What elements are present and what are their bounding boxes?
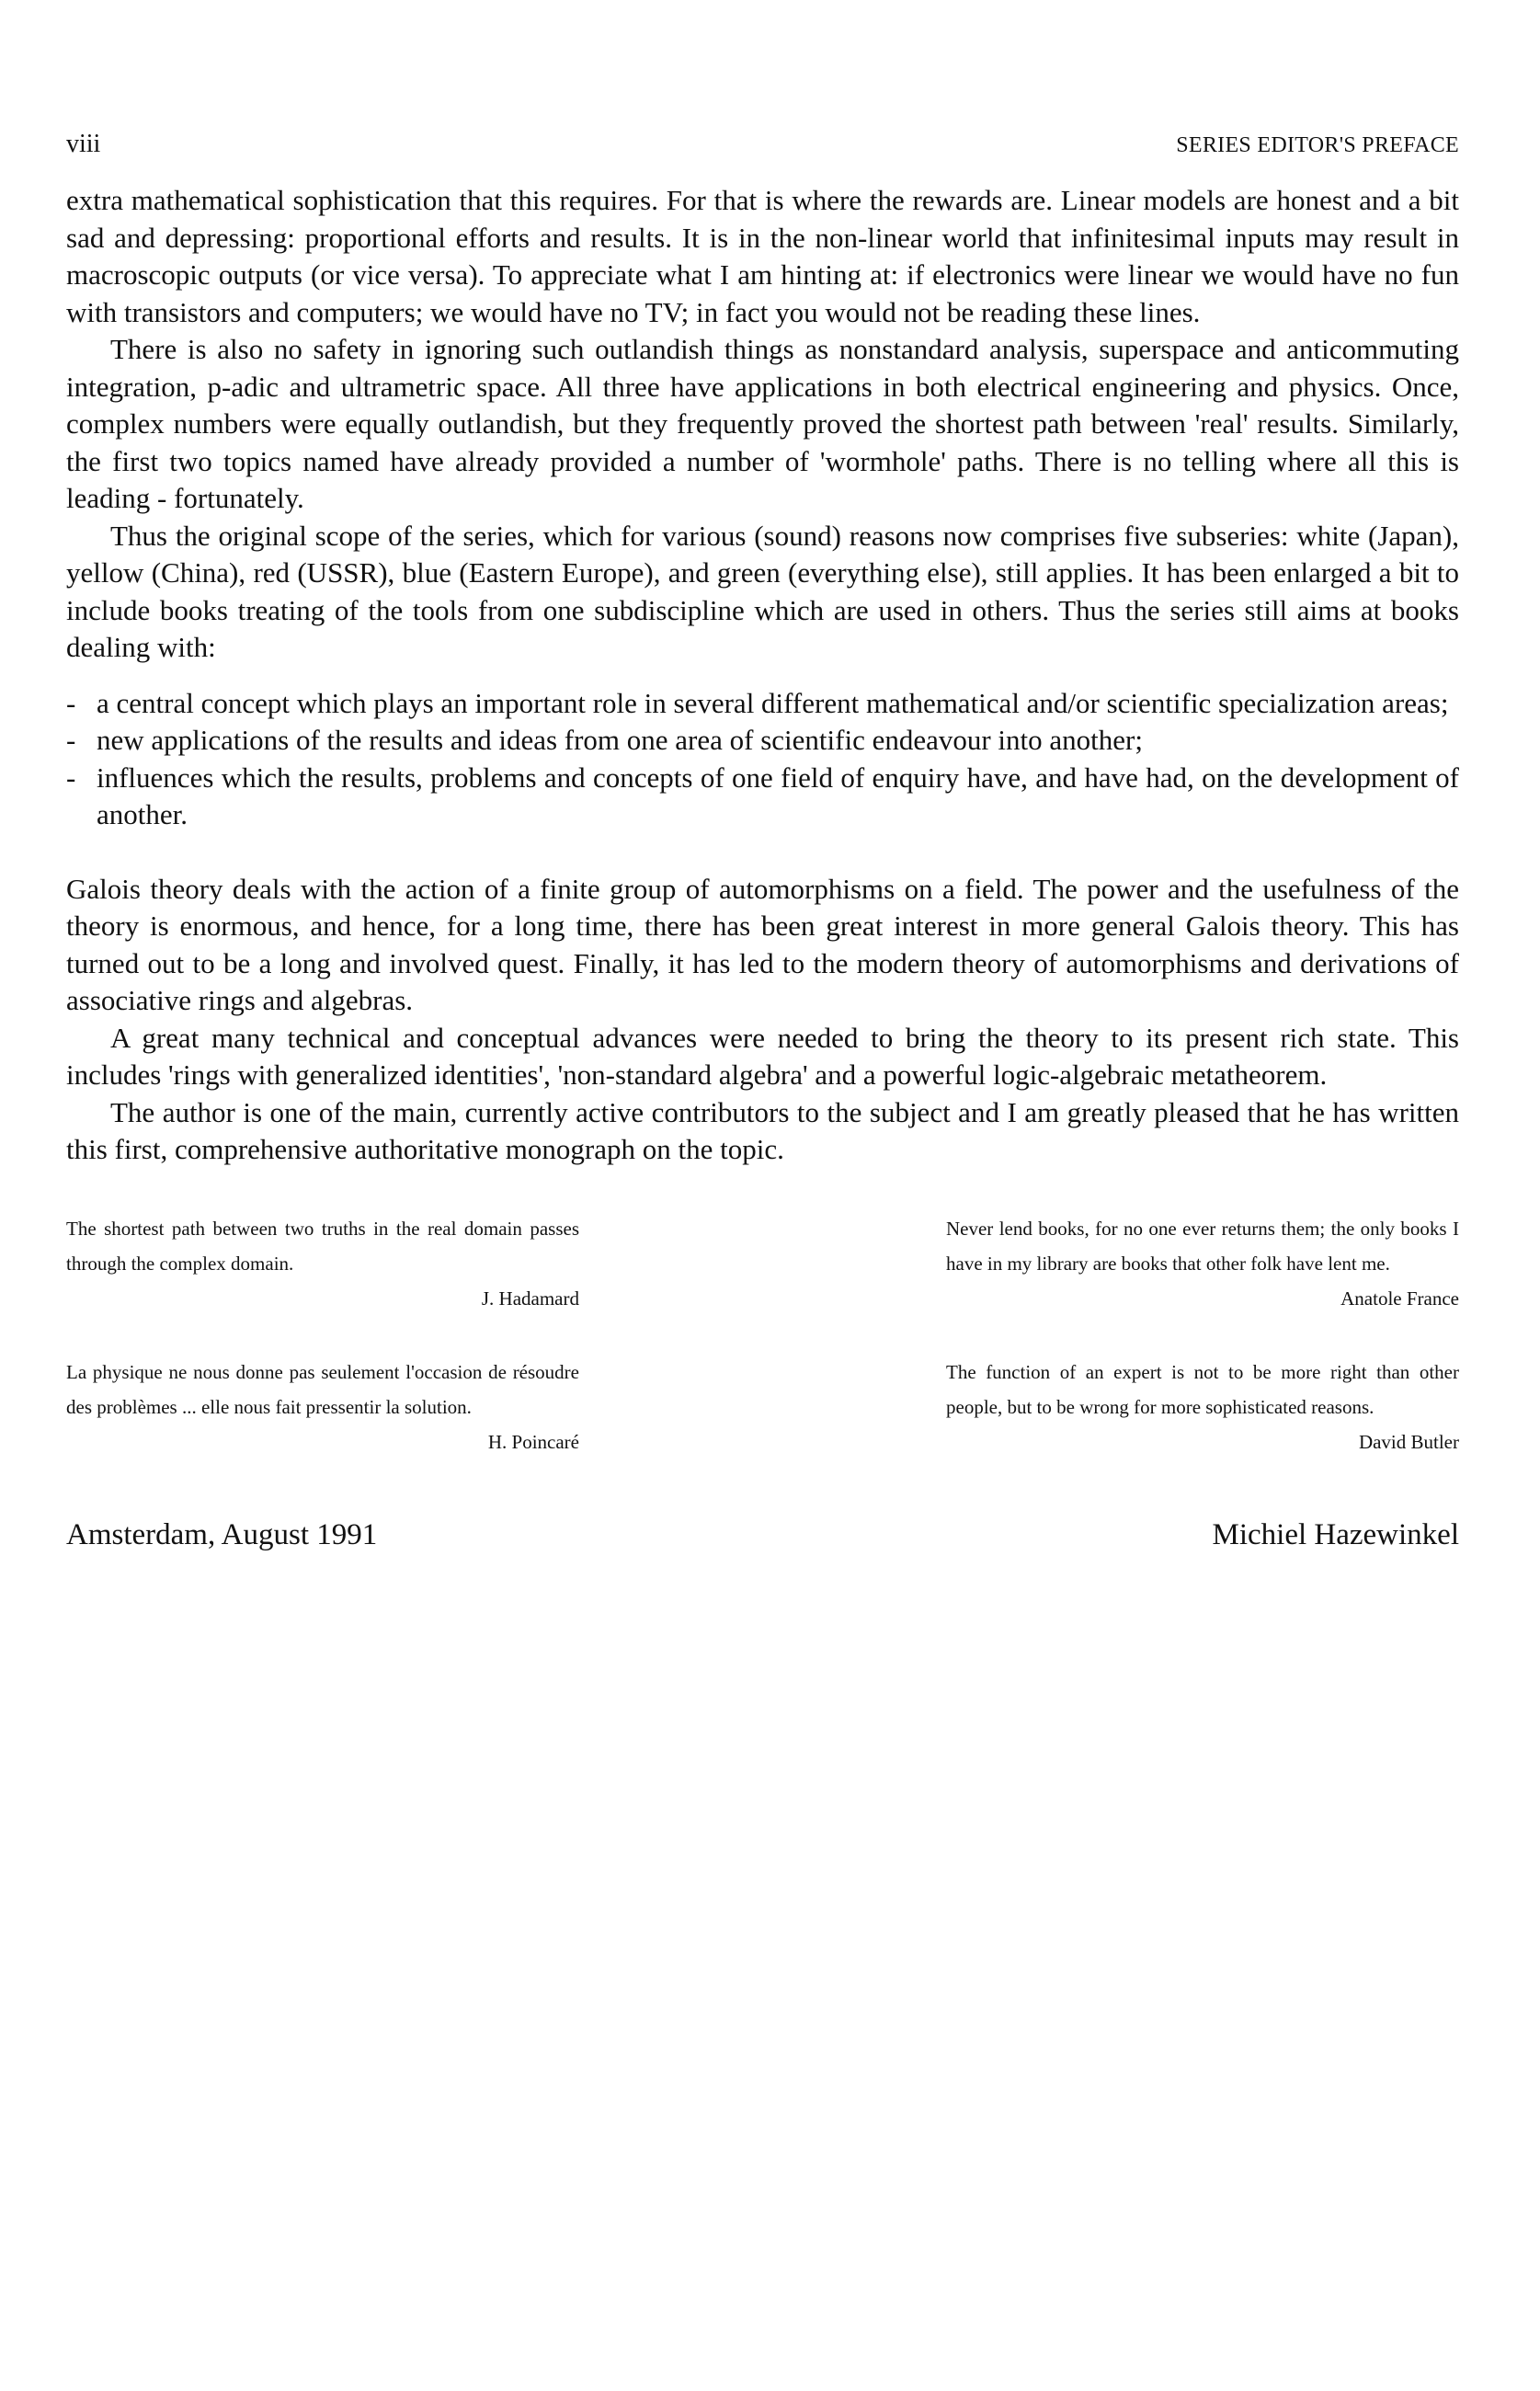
epigraph-quotes [66, 1211, 1459, 1459]
running-head [66, 129, 1459, 160]
list-item-text: influences which the results, problems and concepts of one field of enquiry have, and have had, on the development of another. [97, 761, 1459, 830]
running-title: SERIES EDITOR'S PREFACE [1176, 133, 1459, 157]
list-item [66, 685, 1459, 723]
paragraph-series-scope: Thus the original scope of the series, which for various (sound) reasons now comprises five subseries: white (Japan), yellow (China), red (USSR), blue (Eastern Europe), and green (everything else), still applies. It has been enlarged a bit to include books treating of the tools from one subdiscipline which are used in others. Thus the series still aims at books dealing with: [66, 519, 1459, 663]
dash-bullet: - [66, 761, 76, 794]
book-page [66, 129, 1459, 1553]
quote-butler [946, 1355, 1459, 1459]
quote-author: J. Hadamard [481, 1287, 579, 1310]
list-item [66, 760, 1459, 834]
paragraph-advances: A great many technical and conceptual advances were needed to bring the theory to its present rich state. This includes 'rings with generalized identities', 'non-standard algebra' and a powerful logic-algebraic metatheorem. [66, 1021, 1459, 1091]
section-gap [66, 834, 1459, 871]
quote-poincare [66, 1355, 579, 1459]
quote-author: Anatole France [1340, 1287, 1459, 1310]
quote-text: The shortest path between two truths in the real domain passes through the complex domain. [66, 1217, 579, 1275]
quote-author: H. Poincaré [487, 1430, 579, 1453]
quote-author: David Butler [1358, 1430, 1459, 1453]
quote-france [946, 1211, 1459, 1316]
paragraph-outlandish: There is also no safety in ignoring such outlandish things as nonstandard analysis, superspace and anticommuting integration, p-adic and ultrametric space. All three have applications in both electrical engineering and physics. Once, complex numbers were equally outlandish, but they frequently proved the shortest path between 'real' results. Similarly, the first two topics named have already provided a number of 'wormhole' paths. There is no telling where all this is leading - fortunately. [66, 333, 1459, 514]
preface-body [66, 182, 1459, 1169]
series-aims-list [66, 685, 1459, 834]
quote-text: La physique ne nous donne pas seulement l'occasion de résoudre des problèmes ... elle nous fait pressentir la solution. [66, 1360, 579, 1418]
list-item [66, 722, 1459, 760]
signature-line [66, 1516, 1459, 1553]
paragraph-author: The author is one of the main, currently active contributors to the subject and I am greatly pleased that he has written this first, comprehensive authoritative monograph on the topic. [66, 1095, 1459, 1165]
dash-bullet: - [66, 686, 76, 719]
paragraph-continuation: extra mathematical sophistication that this requires. For that is where the rewards are. Linear models are honest and a bit sad and depressing: proportional efforts and results. It is in the non-linear world that infinitesimal inputs may result in macroscopic outputs (or vice versa). To appreciate what I am hinting at: if electronics were linear we would have no fun with transistors and computers; we would have no TV; in fact you would not be reading these lines. [66, 184, 1459, 328]
list-item-text: new applications of the results and ideas from one area of scientific endeavour into another; [97, 724, 1143, 756]
page-number: viii [66, 130, 101, 158]
list-item-text: a central concept which plays an important role in several different mathematical and/or scientific specialization areas; [97, 686, 1449, 719]
quote-text: The function of an expert is not to be more right than other people, but to be wrong for more sophisticated reasons. [946, 1360, 1459, 1418]
editor-name: Michiel Hazewinkel [1212, 1517, 1459, 1551]
quote-hadamard [66, 1211, 579, 1316]
dash-bullet: - [66, 724, 76, 756]
place-date: Amsterdam, August 1991 [66, 1517, 378, 1551]
quote-text: Never lend books, for no one ever returns them; the only books I have in my library are books that other folk have lent me. [946, 1217, 1459, 1275]
paragraph-galois-theory: Galois theory deals with the action of a finite group of automorphisms on a field. The power and the usefulness of the theory is enormous, and hence, for a long time, there has been great interest in more general Galois theory. This has turned out to be a long and involved quest. Finally, it has led to the modern theory of automorphisms and derivations of associative rings and algebras. [66, 872, 1459, 1016]
